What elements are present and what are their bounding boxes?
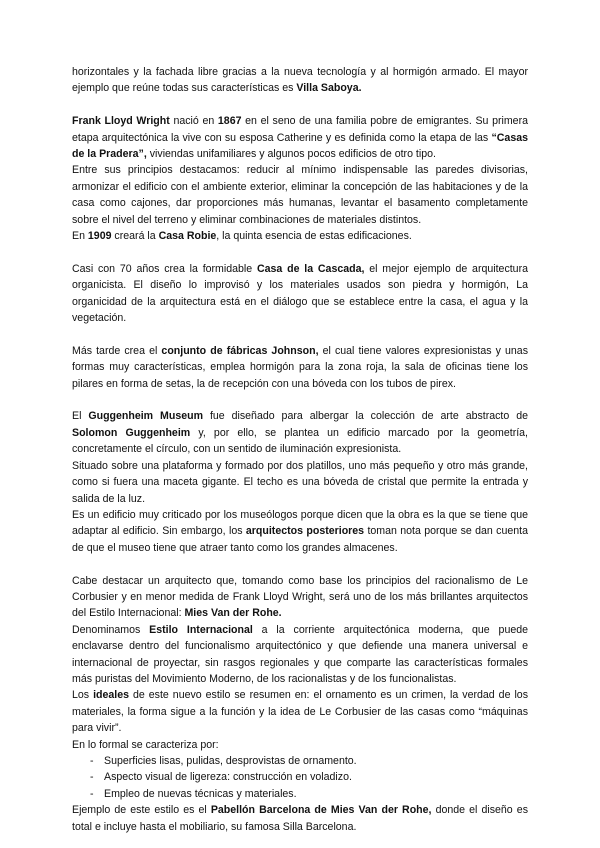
document-page [72, 64, 528, 835]
year-1909-emphasis: 1909 [87, 230, 112, 243]
year-1867-emphasis: 1867 [217, 115, 242, 128]
paragraph-casa-robie: En 1909 creará la Casa Robie, la quinta esencia de estas edificaciones. [72, 230, 412, 243]
characteristics-list [72, 753, 528, 802]
villa-saboya-emphasis: Villa Saboya. [296, 82, 362, 95]
casa-robie-emphasis: Casa Robie [158, 230, 217, 243]
paragraph-gap [72, 326, 528, 342]
solomon-guggenheim-emphasis: Solomon Guggenheim [72, 426, 191, 439]
paragraph-gap [72, 392, 528, 408]
paragraph-guggenheim-criticism: Es un edificio muy criticado por los museólogos porque dicen que la obra es la que se tiene que adaptar al edificio. Sin embargo, los arquitectos posteriores toman nota porque se dan cuenta de que el museo tiene que atraer tanto como los grandes almacenes. [72, 508, 528, 554]
dash-bullet: - [90, 771, 94, 784]
paragraph-wright-intro: Frank Lloyd Wright nació en 1867 en el seno de una familia pobre de emigrantes. Su primera etapa arquitectónica la vive con su esposa Catherine y es definida como la etapa de las “Casas de la Pradera”, viviendas unifamiliares y algunos pocos edificios de otro tipo. [72, 115, 528, 161]
paragraph-pabellon-barcelona: Ejemplo de este estilo es el Pabellón Barcelona de Mies Van der Rohe, donde el diseño es total e incluye hasta el mobiliario, su famosa Silla Barcelona. [72, 804, 528, 833]
dash-bullet: - [90, 787, 94, 800]
wright-name-emphasis: Frank Lloyd Wright [72, 115, 170, 128]
pabellon-barcelona-emphasis: Pabellón Barcelona de Mies Van der Rohe, [210, 804, 432, 817]
mies-van-der-rohe-emphasis: Mies Van der Rohe. [184, 607, 282, 620]
ideales-emphasis: ideales [93, 689, 130, 702]
paragraph-ideales: Los ideales de este nuevo estilo se resumen en: el ornamento es un crimen, la verdad de los materiales, la forma sigue a la función y la idea de Le Corbusier de las casas como “máquinas para vivir”. [72, 689, 528, 735]
estilo-internacional-emphasis: Estilo Internacional [149, 623, 253, 636]
paragraph-gap [72, 556, 528, 572]
paragraph-le-corbusier-ending: horizontales y la fachada libre gracias a la nueva tecnología y al hormigón armado. El mayor ejemplo que reúne todas sus características es Villa Saboya. [72, 66, 528, 95]
guggenheim-museum-emphasis: Guggenheim Museum [88, 410, 204, 423]
paragraph-mies-intro: Cabe destacar un arquitecto que, tomando como base los principios del racionalismo de Le Corbusier y en menor medida de Frank Lloyd Wright, será uno de los más brillantes arquitectos del Estilo Internacional: Mies Van der Rohe. [72, 574, 528, 620]
casas-pradera-emphasis: “Casas de la Pradera”, [72, 131, 528, 161]
casa-cascada-emphasis: Casa de la Cascada, [256, 262, 365, 275]
dash-bullet: - [90, 754, 94, 767]
paragraph-wright-principles: Entre sus principios destacamos: reducir al mínimo indispensable las paredes divisorias, armonizar el edificio con el ambiente exterior, eliminar la concepción de las habitaciones y de la casa como cajones, dar proporciones más humanas, levantar el basamento completamente sobre el nivel del terreno y eliminar combinaciones de materiales distintos. [72, 164, 528, 226]
paragraph-gap [72, 97, 528, 113]
paragraph-estilo-internacional: Denominamos Estilo Internacional a la corriente arquitectónica moderna, que puede enclavarse dentro del funcionalismo arquitectónico y que defiende una manera universal e internacional de proyectar, sin rasgos regionales y que comparte las características formales más puristas del Movimiento Moderno, de los racionalistas y de los funcionalistas. [72, 623, 529, 685]
paragraph-gap [72, 244, 528, 260]
paragraph-casa-cascada: Casi con 70 años crea la formidable Casa de la Cascada, el mejor ejemplo de arquitectura organicista. El diseño lo improvisó y los materiales usados son piedra y hormigón, La organicidad de la arquitectura está en el diálogo que se establece entre la casa, el agua y la vegetación. [72, 262, 528, 325]
paragraph-formal-intro: En lo formal se caracteriza por: [72, 738, 219, 751]
arquitectos-posteriores-emphasis: arquitectos posteriores [245, 525, 365, 538]
list-item: - Superficies lisas, pulidas, desprovistas de ornamento. [72, 753, 528, 769]
list-item: - Empleo de nuevas técnicas y materiales. [72, 786, 528, 802]
paragraph-johnson: Más tarde crea el conjunto de fábricas Johnson, el cual tiene valores expresionistas y unas formas muy características, emplea hormigón para la zona roja, la sala de oficinas tiene los pilares en forma de setas, la de recepción con una bóveda con los tubos de pirex. [72, 344, 528, 390]
johnson-emphasis: conjunto de fábricas Johnson, [161, 344, 319, 357]
paragraph-guggenheim: El Guggenheim Museum fue diseñado para albergar la colección de arte abstracto de Solomon Guggenheim y, por ello, se plantea un edificio marcado por la geometría, concretamente el círculo, con un sentido de iluminación expresionista. [72, 410, 529, 456]
paragraph-guggenheim-structure: Situado sobre una plataforma y formado por dos platillos, uno más pequeño y otro más grande, como si fuera una maceta gigante. El techo es una bóveda de cristal que permite la entrada y salida de la luz. [72, 459, 528, 505]
list-item: - Aspecto visual de ligereza: construcción en voladizo. [72, 769, 528, 785]
